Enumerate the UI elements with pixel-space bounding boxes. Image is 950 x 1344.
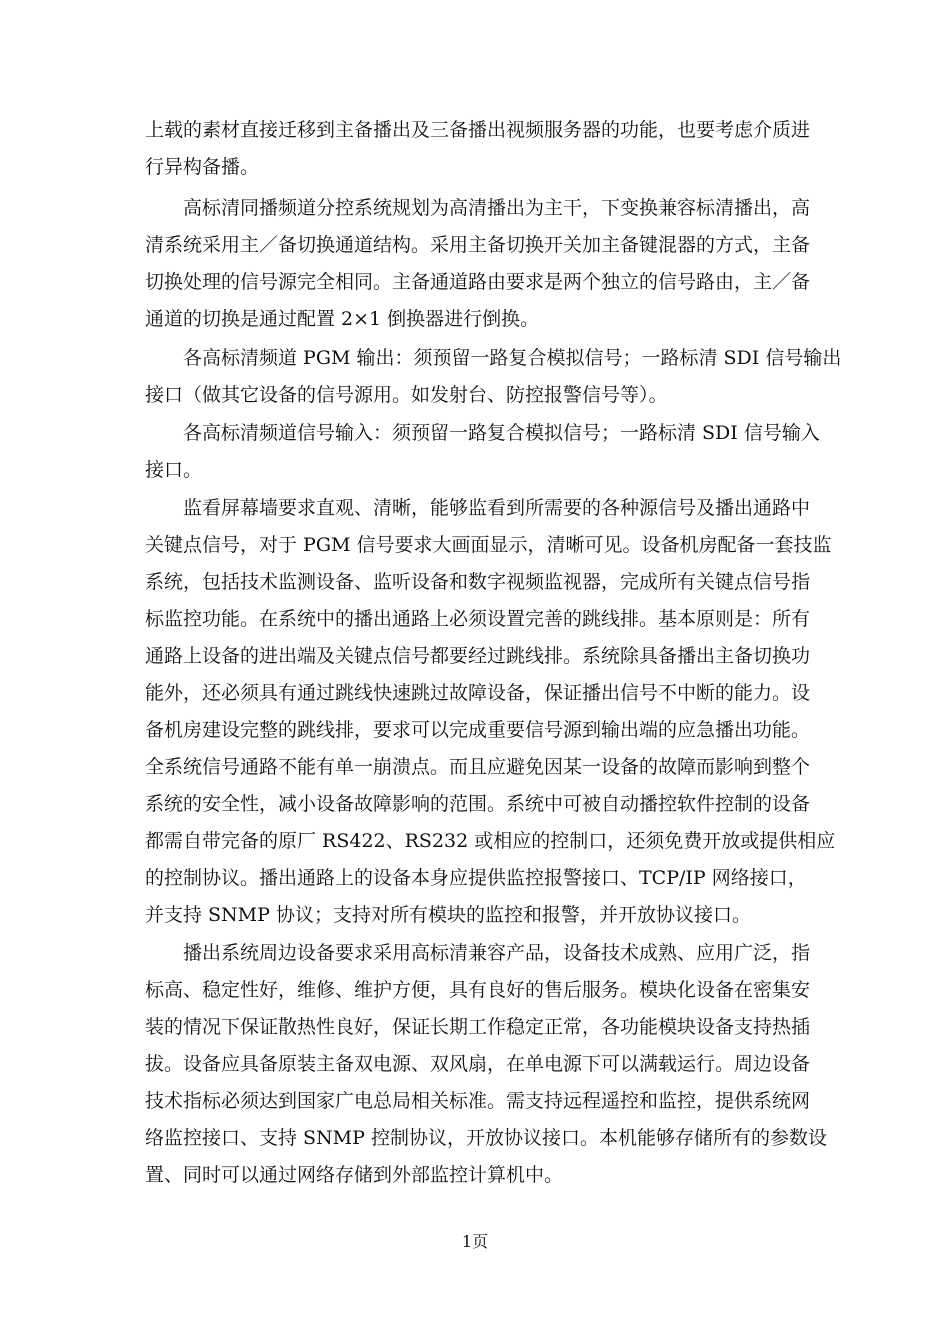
text-line: 拔。设备应具备原装主备双电源、双风扇，在单电源下可以满载运行。周边设备 — [145, 1053, 811, 1075]
text-line: 各高标清频道信号输入：须预留一路复合模拟信号；一路标清 SDI 信号输入 — [183, 422, 820, 444]
text-line: 各高标清频道 PGM 输出：须预留一路复合模拟信号；一路标清 SDI 信号输出 — [183, 347, 842, 369]
text-line: 高标清同播频道分控系统规划为高清播出为主干，下变换兼容标清播出，高 — [183, 197, 811, 219]
text-line: 全系统信号通路不能有单一崩溃点。而且应避免因某一设备的故障而影响到整个 — [145, 756, 811, 778]
text-line: 置、同时可以通过网络存储到外部监控计算机中。 — [145, 1164, 564, 1186]
text-line: 的控制协议。播出通路上的设备本身应提供监控报警接口、TCP/IP 网络接口， — [145, 867, 807, 889]
text-line: 上载的素材直接迁移到主备播出及三备播出视频服务器的功能，也要考虑介质进 — [145, 119, 811, 141]
text-line: 接口。 — [145, 459, 203, 481]
text-line: 清系统采用主／备切换通道结构。采用主备切换开关加主备键混器的方式，主备 — [145, 234, 811, 256]
text-line: 并支持 SNMP 协议；支持对所有模块的监控和报警，并开放协议接口。 — [145, 904, 751, 926]
text-line: 关键点信号，对于 PGM 信号要求大画面显示，清晰可见。设备机房配备一套技监 — [145, 534, 832, 556]
text-line: 技术指标必须达到国家广电总局相关标准。需支持远程遥控和监控，提供系统网 — [145, 1090, 811, 1112]
page-number: 1页 — [461, 1232, 489, 1251]
text-line: 都需自带完备的原厂 RS422、RS232 或相应的控制口，还须免费开放或提供相应 — [145, 830, 836, 852]
text-line: 通道的切换是通过配置 2×1 倒换器进行倒换。 — [145, 308, 540, 330]
text-line: 切换处理的信号源完全相同。主备通道路由要求是两个独立的信号路由，主／备 — [145, 271, 811, 293]
text-line: 行异构备播。 — [145, 156, 260, 178]
text-line: 系统，包括技术监测设备、监听设备和数字视频监视器，完成所有关键点信号指 — [145, 571, 811, 593]
text-line: 监看屏幕墙要求直观、清晰，能够监看到所需要的各种源信号及播出通路中 — [183, 497, 811, 519]
text-line: 备机房建设完整的跳线排，要求可以完成重要信号源到输出端的应急播出功能。 — [145, 719, 811, 741]
text-line: 通路上设备的进出端及关键点信号都要经过跳线排。系统除具备播出主备切换功 — [145, 645, 811, 667]
text-line: 络监控接口、支持 SNMP 控制协议，开放协议接口。本机能够存储所有的参数设 — [145, 1127, 827, 1149]
text-line: 标高、稳定性好，维修、维护方便，具有良好的售后服务。模块化设备在密集安 — [145, 979, 811, 1001]
text-line: 能外，还必须具有通过跳线快速跳过故障设备，保证播出信号不中断的能力。设 — [145, 682, 811, 704]
text-line: 标监控功能。在系统中的播出通路上必须设置完善的跳线排。基本原则是：所有 — [145, 608, 811, 630]
text-line: 接口（做其它设备的信号源用。如发射台、防控报警信号等）。 — [145, 384, 668, 406]
text-line: 装的情况下保证散热性良好，保证长期工作稳定正常，各功能模块设备支持热插 — [145, 1016, 811, 1038]
text-line: 系统的安全性，减小设备故障影响的范围。系统中可被自动播控软件控制的设备 — [145, 793, 811, 815]
text-line: 播出系统周边设备要求采用高标清兼容产品，设备技术成熟、应用广泛，指 — [183, 942, 811, 964]
